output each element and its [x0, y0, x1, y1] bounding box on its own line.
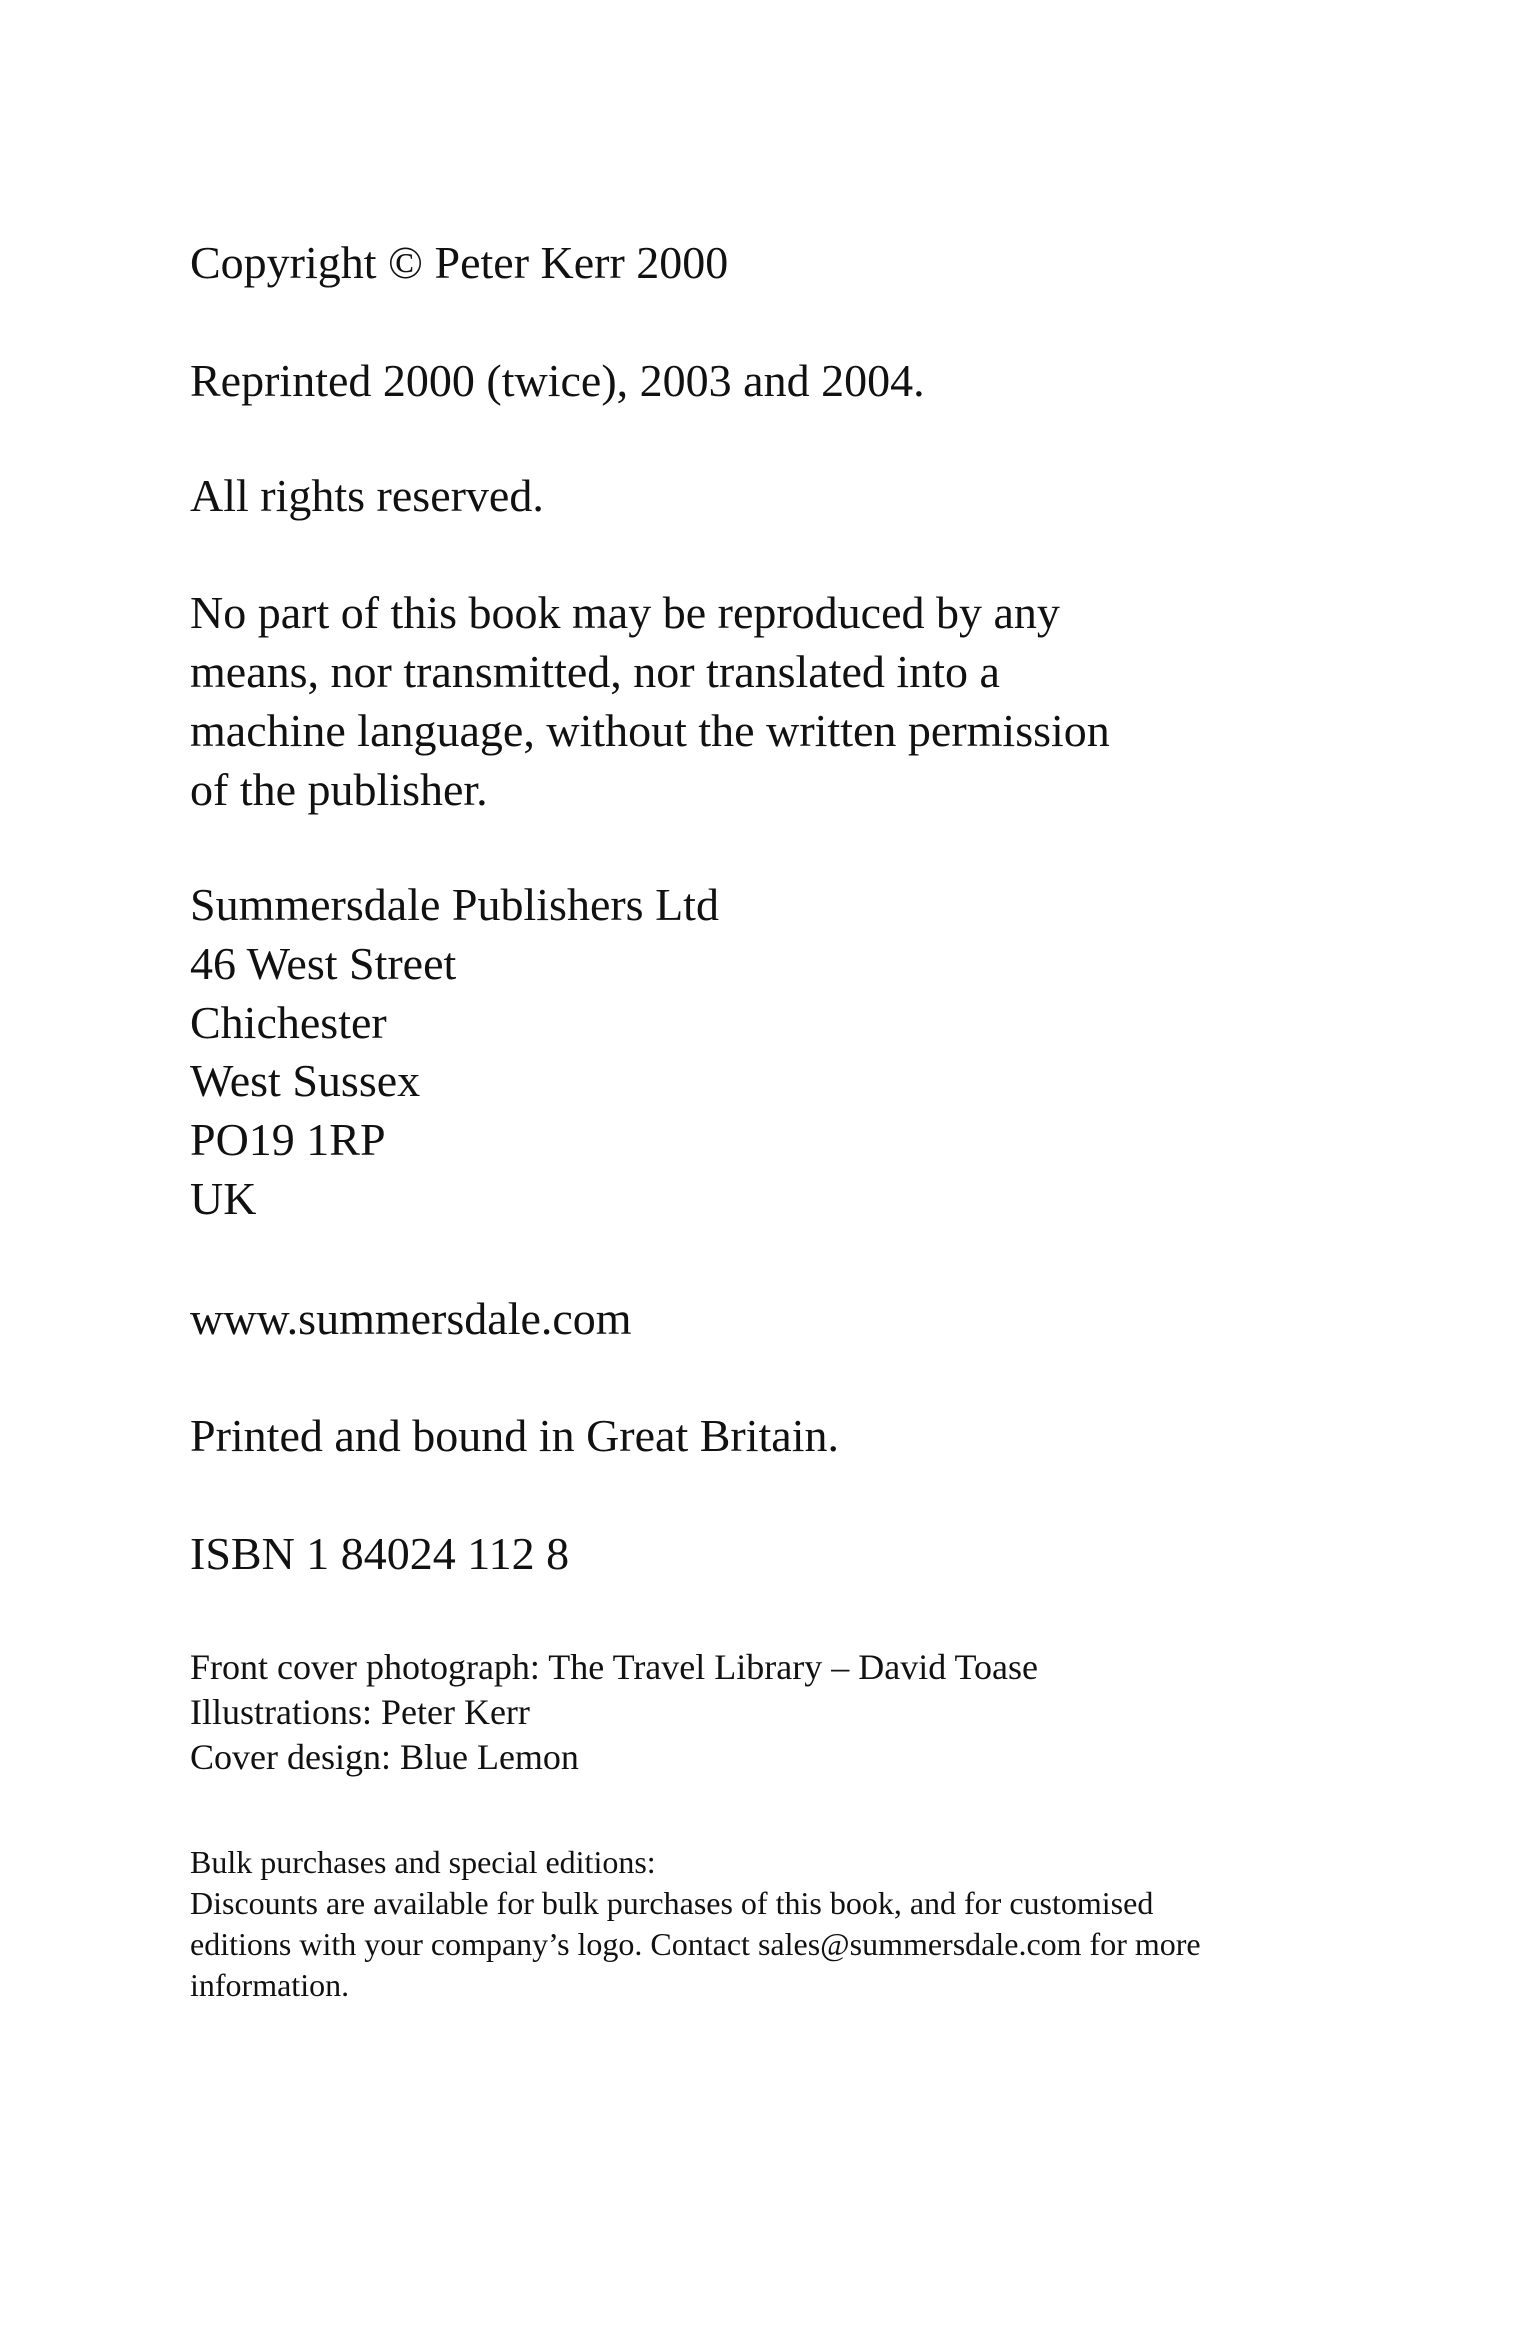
isbn-line: ISBN 1 84024 112 8 [190, 1528, 570, 1579]
permission-line: means, nor transmitted, nor translated into a [190, 646, 1000, 697]
publisher-name: Summersdale Publishers Ltd [190, 879, 719, 930]
copyright-line: Copyright © Peter Kerr 2000 [190, 237, 729, 288]
reprint-line: Reprinted 2000 (twice), 2003 and 2004. [190, 355, 925, 406]
bulk-text-line: editions with your company’s logo. Contact sales@summersdale.com for more [190, 1926, 1201, 1962]
publisher-address-line: 46 West Street [190, 938, 457, 989]
publisher-address-line: Chichester [190, 997, 387, 1048]
permission-line: machine language, without the written permission [190, 705, 1110, 756]
printed-line: Printed and bound in Great Britain. [190, 1410, 839, 1461]
bulk-text-line: Discounts are available for bulk purchases of this book, and for customised [190, 1885, 1154, 1921]
bulk-text-line: information. [190, 1967, 350, 2003]
credit-line: Cover design: Blue Lemon [190, 1737, 579, 1777]
credit-line: Front cover photograph: The Travel Library – David Toase [190, 1647, 1038, 1687]
rights-line: All rights reserved. [190, 470, 544, 521]
bulk-heading: Bulk purchases and special editions: [190, 1844, 656, 1880]
credit-line: Illustrations: Peter Kerr [190, 1692, 530, 1732]
publisher-postcode: PO19 1RP [190, 1114, 386, 1165]
permission-line: No part of this book may be reproduced by any [190, 587, 1060, 638]
website-line: www.summersdale.com [190, 1293, 632, 1344]
publisher-country: UK [190, 1173, 257, 1224]
permission-line: of the publisher. [190, 764, 488, 815]
publisher-address-line: West Sussex [190, 1055, 421, 1106]
